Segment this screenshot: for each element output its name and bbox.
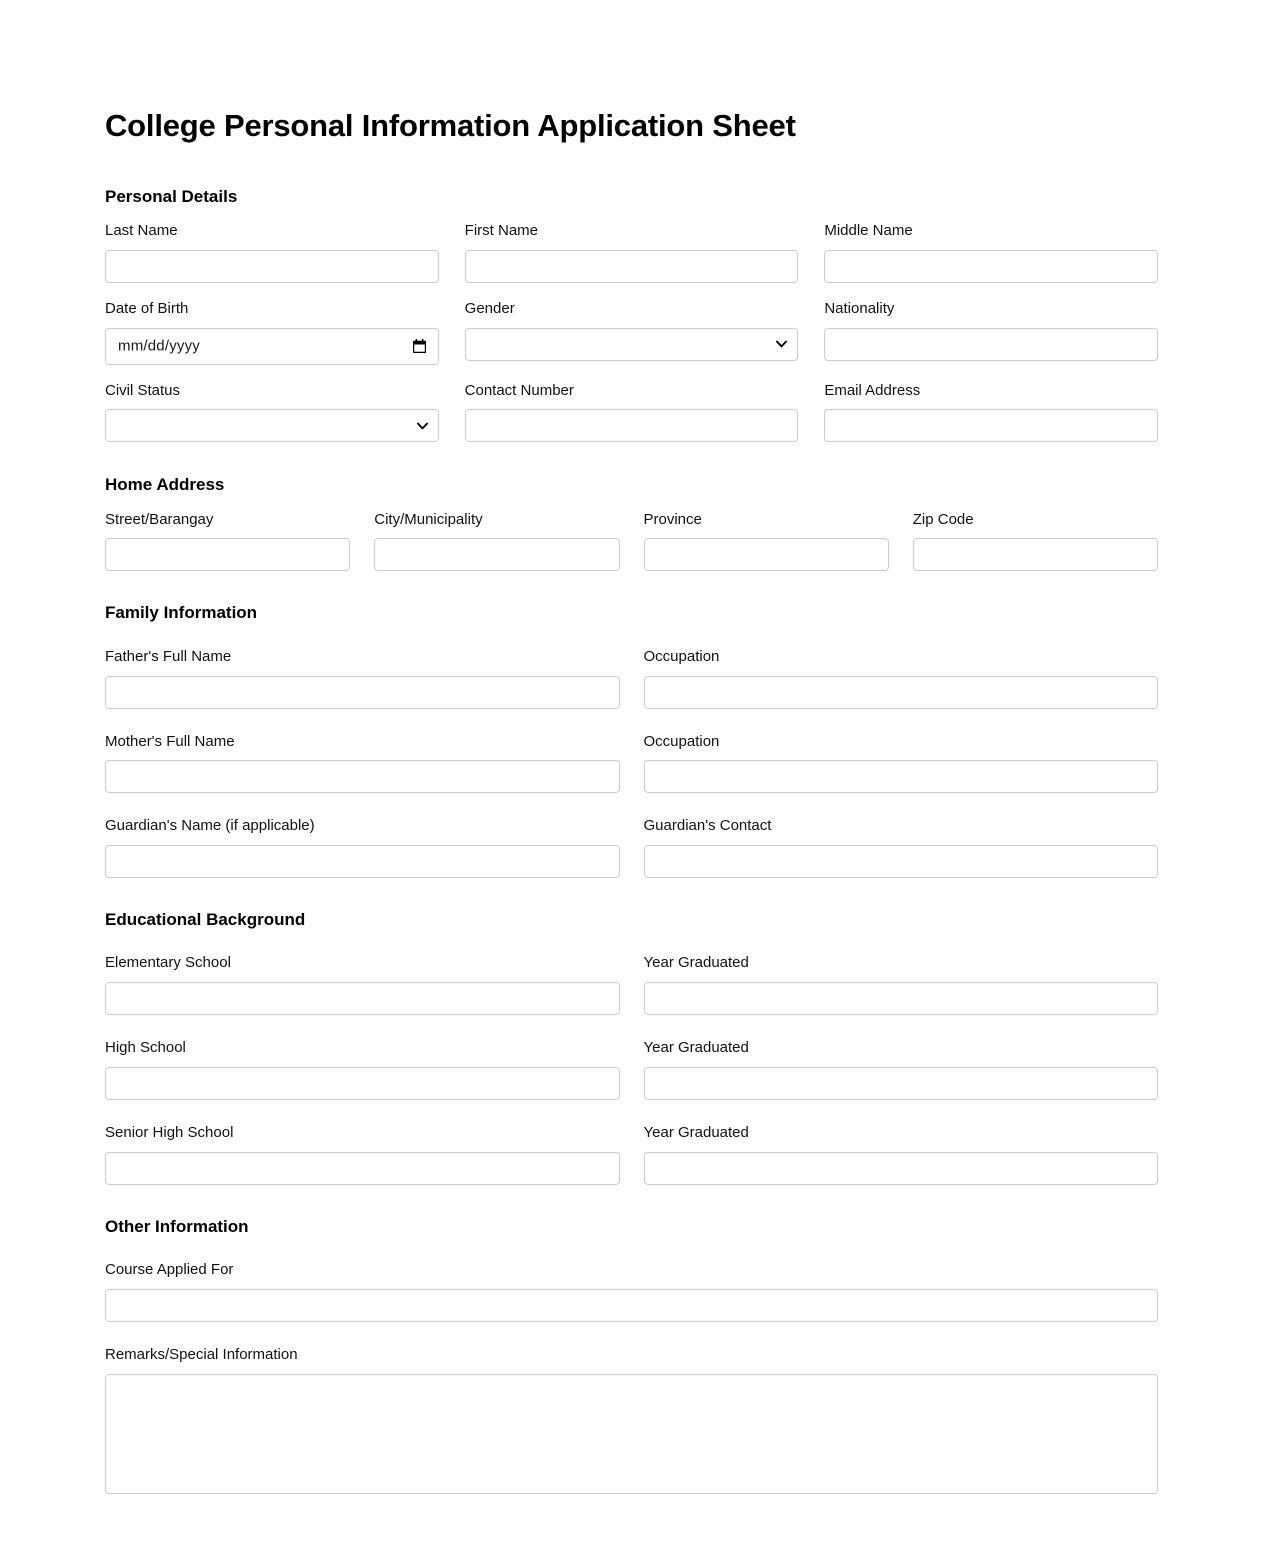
field-high-school-year-graduated <box>644 1015 1159 1100</box>
field-civil-status <box>105 365 439 443</box>
input-senior-high-year-graduated[interactable] <box>644 1152 1159 1185</box>
field-elementary-year-graduated <box>644 930 1159 1015</box>
field-zip-code <box>913 496 1158 572</box>
label-street-barangay: Street/Barangay <box>105 510 214 528</box>
field-city-municipality <box>374 496 619 572</box>
field-course-applied-for <box>105 1237 1158 1322</box>
input-contact-number[interactable] <box>465 409 799 442</box>
section-heading-other-information: Other Information <box>105 1216 249 1236</box>
input-last-name[interactable] <box>105 250 439 283</box>
input-city-municipality[interactable] <box>374 538 619 571</box>
input-fathers-occupation[interactable] <box>644 676 1159 709</box>
select-civil-status[interactable] <box>105 409 439 442</box>
label-senior-high-year-graduated: Year Graduated <box>643 1123 749 1141</box>
field-guardians-name <box>105 793 620 878</box>
input-high-school[interactable] <box>105 1067 620 1100</box>
field-remarks-special-information <box>105 1322 1158 1494</box>
input-guardians-contact[interactable] <box>644 845 1159 878</box>
field-email-address <box>824 365 1158 443</box>
label-nationality: Nationality <box>824 299 895 317</box>
input-nationality[interactable] <box>824 328 1158 361</box>
home-address-grid <box>105 496 1158 572</box>
label-civil-status: Civil Status <box>105 381 181 399</box>
label-fathers-occupation: Occupation <box>643 647 720 665</box>
field-first-name <box>465 207 799 283</box>
field-mothers-occupation <box>644 709 1159 794</box>
label-fathers-full-name: Father's Full Name <box>105 647 232 665</box>
input-date-of-birth[interactable] <box>105 328 439 365</box>
family-information-grid <box>105 624 1158 878</box>
label-city-municipality: City/Municipality <box>374 510 483 528</box>
input-zip-code[interactable] <box>913 538 1158 571</box>
educational-background-grid <box>105 930 1158 1184</box>
select-wrap-civil-status <box>105 409 439 442</box>
field-fathers-occupation <box>644 624 1159 709</box>
field-elementary-school <box>105 930 620 1015</box>
calendar-icon[interactable] <box>413 339 426 353</box>
input-middle-name[interactable] <box>824 250 1158 283</box>
other-information-grid <box>105 1237 1158 1494</box>
personal-details-grid <box>105 207 1158 442</box>
label-last-name: Last Name <box>105 222 178 240</box>
section-other-information <box>105 1217 1158 1494</box>
label-mothers-occupation: Occupation <box>643 732 720 750</box>
field-guardians-contact <box>644 793 1159 878</box>
label-date-of-birth: Date of Birth <box>105 299 189 317</box>
label-gender: Gender <box>464 299 515 317</box>
section-heading-personal-details: Personal Details <box>105 186 238 206</box>
label-course-applied-for: Course Applied For <box>105 1261 234 1279</box>
select-wrap-gender <box>465 328 799 361</box>
field-mothers-full-name <box>105 709 620 794</box>
label-guardians-contact: Guardian's Contact <box>643 817 772 835</box>
input-province[interactable] <box>644 538 889 571</box>
field-date-of-birth <box>105 283 439 365</box>
label-contact-number: Contact Number <box>464 381 574 399</box>
date-placeholder-text: mm/dd/yyyy <box>118 337 201 355</box>
label-middle-name: Middle Name <box>824 222 913 240</box>
input-street-barangay[interactable] <box>105 538 350 571</box>
input-senior-high-school[interactable] <box>105 1152 620 1185</box>
label-high-school: High School <box>105 1039 186 1057</box>
field-contact-number <box>465 365 799 443</box>
label-first-name: First Name <box>464 222 538 240</box>
label-zip-code: Zip Code <box>912 510 974 528</box>
label-elementary-year-graduated: Year Graduated <box>643 954 749 972</box>
form-sheet <box>105 0 1158 1494</box>
section-family-information <box>105 603 1158 878</box>
field-nationality <box>824 283 1158 365</box>
section-personal-details <box>105 187 1158 443</box>
field-gender <box>465 283 799 365</box>
page-title: College Personal Information Application Sheet <box>105 108 796 143</box>
input-first-name[interactable] <box>465 250 799 283</box>
label-senior-high-school: Senior High School <box>105 1123 234 1141</box>
field-high-school <box>105 1015 620 1100</box>
field-last-name <box>105 207 439 283</box>
label-province: Province <box>643 510 702 528</box>
input-course-applied-for[interactable] <box>105 1289 1158 1322</box>
input-mothers-occupation[interactable] <box>644 760 1159 793</box>
section-heading-educational-background: Educational Background <box>105 910 306 930</box>
field-senior-high-year-graduated <box>644 1100 1159 1185</box>
field-fathers-full-name <box>105 624 620 709</box>
input-fathers-full-name[interactable] <box>105 676 620 709</box>
section-home-address <box>105 475 1158 571</box>
field-province <box>644 496 889 572</box>
label-high-school-year-graduated: Year Graduated <box>643 1039 749 1057</box>
input-elementary-year-graduated[interactable] <box>644 982 1159 1015</box>
label-elementary-school: Elementary School <box>105 954 231 972</box>
label-mothers-full-name: Mother's Full Name <box>105 732 235 750</box>
section-heading-family-information: Family Information <box>105 603 258 623</box>
input-high-school-year-graduated[interactable] <box>644 1067 1159 1100</box>
select-gender[interactable] <box>465 328 799 361</box>
field-senior-high-school <box>105 1100 620 1185</box>
input-email-address[interactable] <box>824 409 1158 442</box>
label-guardians-name: Guardian's Name (if applicable) <box>105 817 315 835</box>
input-mothers-full-name[interactable] <box>105 760 620 793</box>
field-middle-name <box>824 207 1158 283</box>
input-guardians-name[interactable] <box>105 845 620 878</box>
label-remarks-special-information: Remarks/Special Information <box>105 1345 298 1363</box>
textarea-remarks-special-information[interactable] <box>105 1374 1158 1494</box>
label-email-address: Email Address <box>824 381 921 399</box>
field-street-barangay <box>105 496 350 572</box>
input-elementary-school[interactable] <box>105 982 620 1015</box>
section-educational-background <box>105 910 1158 1185</box>
section-heading-home-address: Home Address <box>105 475 225 495</box>
